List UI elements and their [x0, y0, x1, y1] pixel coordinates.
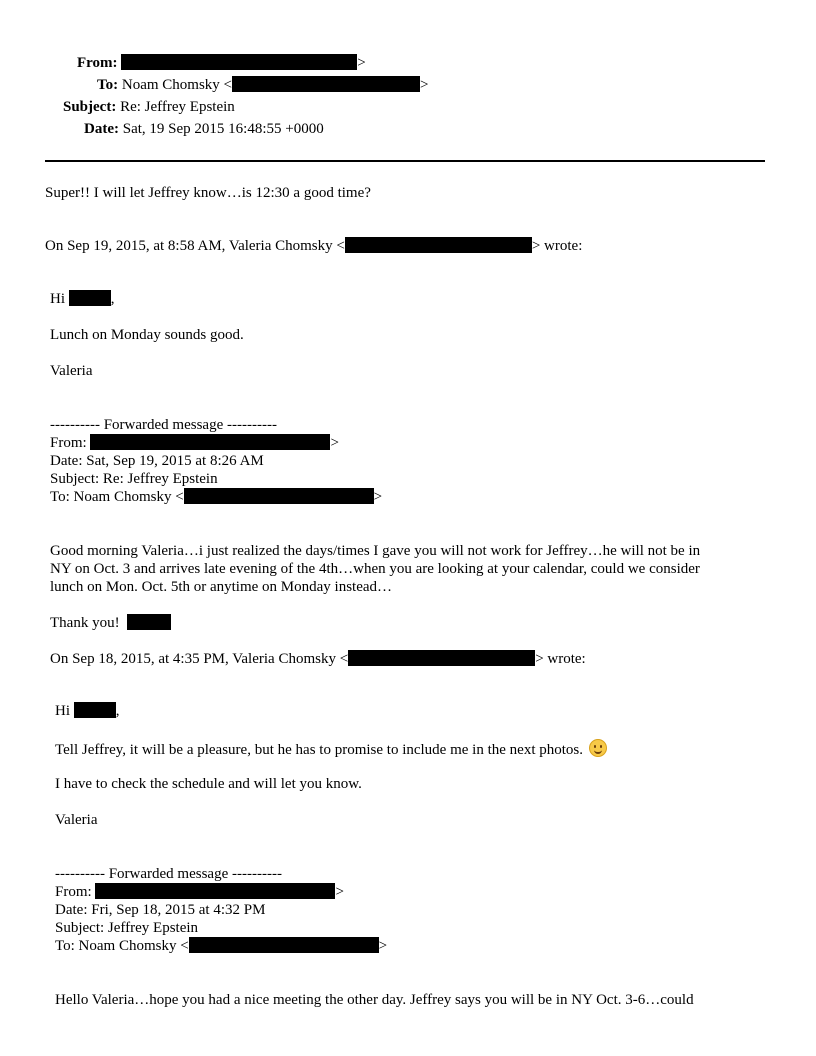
attr-suffix: > wrote:	[531, 238, 583, 254]
redaction-box	[127, 614, 171, 630]
fwd1-to	[50, 488, 382, 506]
redaction-box	[74, 702, 116, 718]
fwd2-date: Date: Fri, Sep 18, 2015 at 4:32 PM	[55, 902, 266, 918]
fwd1-from	[50, 434, 339, 452]
greeting-text: Hi	[50, 291, 65, 307]
to-prefix: To: Noam Chomsky <	[55, 938, 189, 954]
q2-line-1	[55, 739, 607, 759]
from-suffix: >	[330, 435, 339, 451]
to-prefix: To: Noam Chomsky <	[50, 489, 184, 505]
fwd1-paragraph-line-3: lunch on Mon. Oct. 5th or anytime on Monday instead…	[50, 579, 393, 595]
redaction-box	[69, 290, 111, 306]
to-suffix: >	[378, 938, 388, 954]
redaction-box	[95, 883, 335, 899]
date-value: Sat, 19 Sep 2015 16:48:55 +0000	[122, 121, 324, 137]
header-to	[97, 76, 428, 94]
quote-attribution-1	[45, 237, 582, 255]
q1-greeting	[50, 290, 115, 308]
fwd2-subject: Subject: Jeffrey Epstein	[55, 920, 199, 936]
redaction-box	[90, 434, 330, 450]
reply-line: Super!! I will let Jeffrey know…is 12:30 a good time?	[45, 185, 371, 201]
fwd1-date: Date: Sat, Sep 19, 2015 at 8:26 AM	[50, 453, 264, 469]
q1-line: Lunch on Monday sounds good.	[50, 327, 244, 343]
header-from	[77, 54, 366, 72]
from-prefix: From:	[55, 884, 92, 900]
redaction-box	[345, 237, 532, 253]
fwd2-to	[55, 937, 387, 955]
smiling-face-icon	[589, 739, 607, 757]
to-value: Noam Chomsky <	[121, 77, 233, 93]
fwd1-paragraph-line-1: Good morning Valeria…i just realized the days/times I gave you will not work for Jeffrey…he will not be in	[50, 543, 701, 559]
from-prefix: From:	[50, 435, 87, 451]
thanks-text: Thank you!	[50, 615, 120, 631]
q2-signature: Valeria	[55, 812, 98, 828]
redaction-box	[232, 76, 420, 92]
from-suffix: >	[357, 55, 366, 71]
to-suffix: >	[373, 489, 383, 505]
header-divider	[45, 160, 765, 162]
q2-line-2: I have to check the schedule and will let you know.	[55, 776, 362, 792]
attr-prefix: On Sep 18, 2015, at 4:35 PM, Valeria Chomsky <	[50, 651, 349, 667]
header-date	[84, 120, 324, 138]
fwd1-paragraph-line-2: NY on Oct. 3 and arrives late evening of the 4th…when you are looking at your calendar, could we consider	[50, 561, 700, 577]
quote-attribution-2	[50, 650, 586, 668]
header-subject	[63, 98, 235, 116]
to-label: To:	[97, 77, 119, 93]
date-label: Date:	[84, 121, 119, 137]
subject-label: Subject:	[63, 99, 117, 115]
attr-prefix: On Sep 19, 2015, at 8:58 AM, Valeria Chomsky <	[45, 238, 345, 254]
fwd2-from	[55, 883, 344, 901]
redaction-box	[184, 488, 374, 504]
fwd2-paragraph-line-1: Hello Valeria…hope you had a nice meeting the other day. Jeffrey says you will be in NY Oct. 3-6…could	[55, 992, 694, 1008]
fwd2-divider: ---------- Forwarded message ----------	[55, 866, 282, 882]
line-text: Tell Jeffrey, it will be a pleasure, but he has to promise to include me in the next photos.	[55, 742, 583, 758]
redaction-box	[189, 937, 379, 953]
redaction-box	[348, 650, 535, 666]
fwd1-subject: Subject: Re: Jeffrey Epstein	[50, 471, 218, 487]
attr-suffix: > wrote:	[535, 651, 586, 667]
greeting-text: Hi	[55, 703, 70, 719]
q2-greeting	[55, 702, 120, 720]
from-suffix: >	[335, 884, 344, 900]
fwd1-thanks	[50, 614, 171, 632]
redaction-box	[121, 54, 357, 70]
to-suffix: >	[420, 77, 429, 93]
greeting-suffix: ,	[115, 703, 120, 719]
q1-signature: Valeria	[50, 363, 93, 379]
subject-value: Re: Jeffrey Epstein	[120, 99, 235, 115]
fwd1-divider: ---------- Forwarded message ----------	[50, 417, 277, 433]
from-label: From:	[77, 55, 118, 71]
greeting-suffix: ,	[110, 291, 115, 307]
